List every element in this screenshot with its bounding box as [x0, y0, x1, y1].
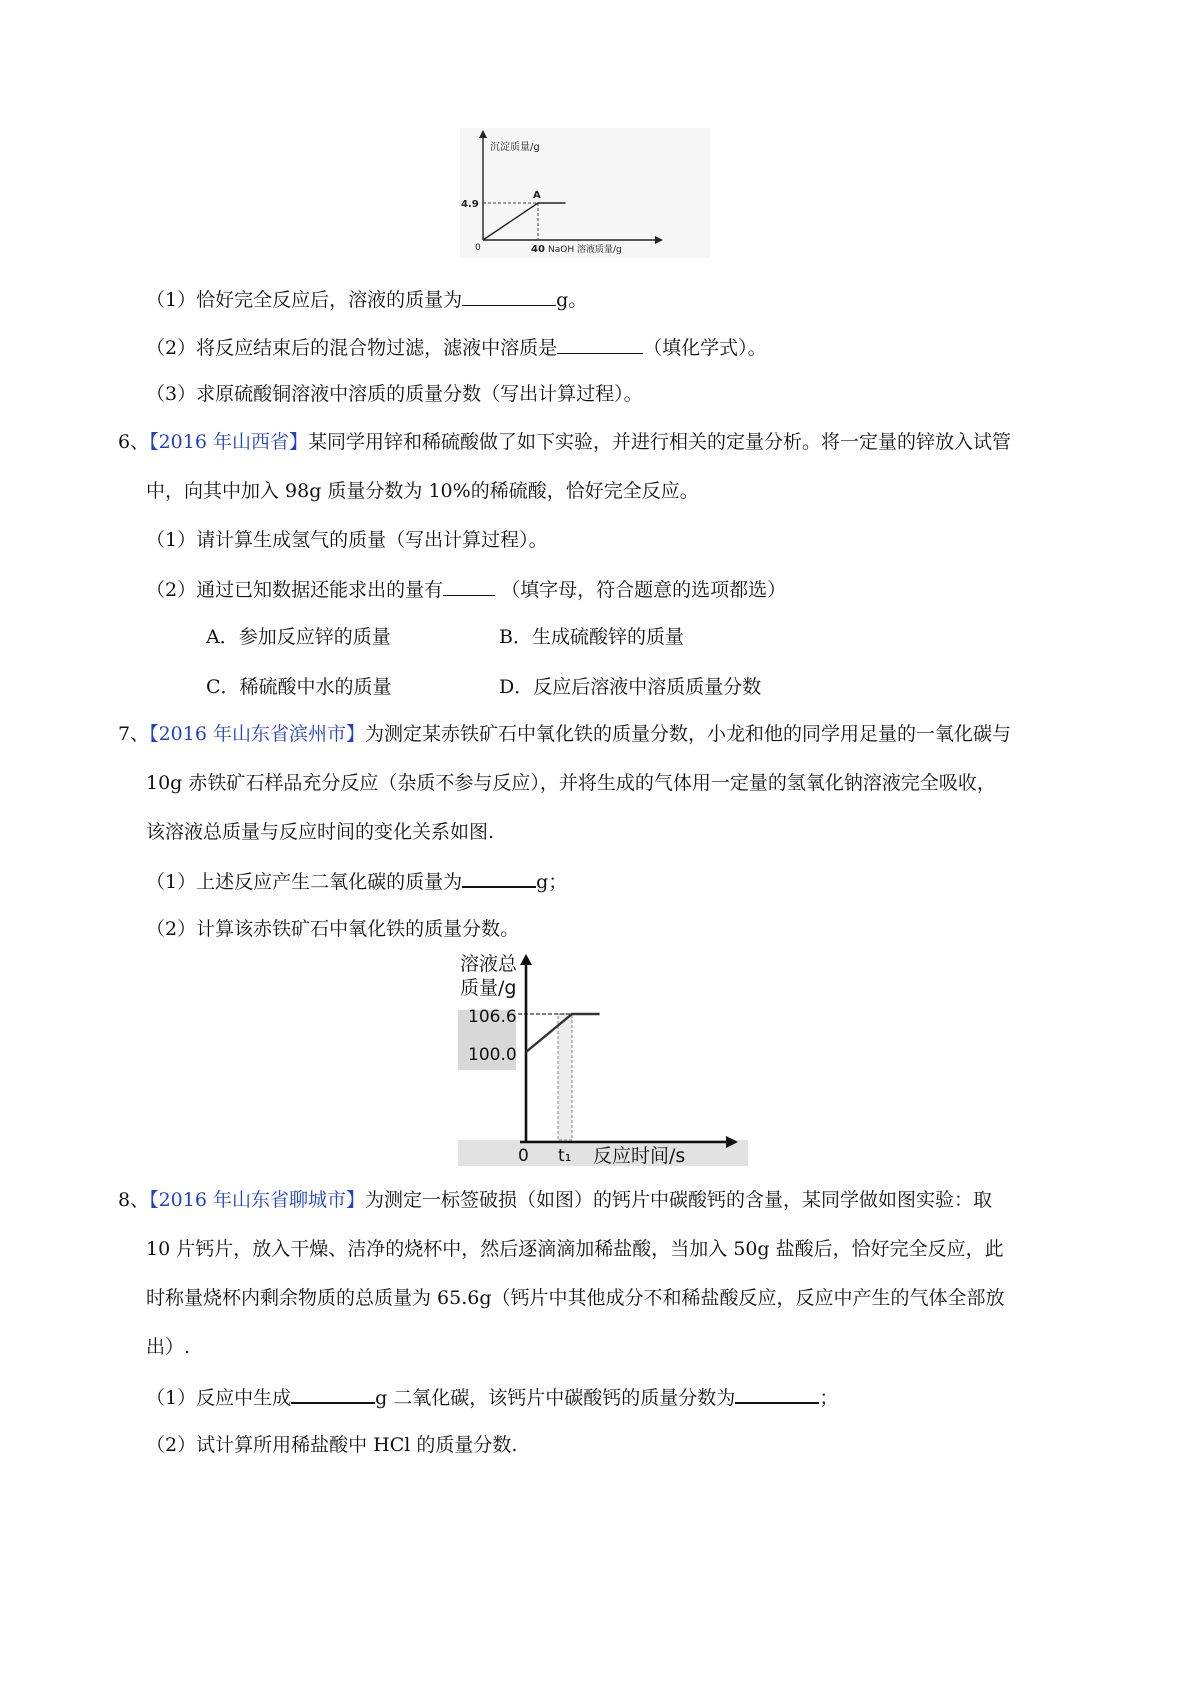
y-axis-label-line2: 质量/g — [460, 977, 517, 999]
answer-blank — [291, 1384, 375, 1404]
question-source: 【2016 年山西省】 — [149, 431, 308, 453]
q6-stem-line1 — [118, 430, 1011, 454]
q5-part3: （3）求原硫酸铜溶液中溶质的质量分数（写出计算过程）。 — [146, 383, 643, 405]
y-axis-label-line1: 溶液总 — [460, 953, 518, 975]
q6-option-d: D．反应后溶液中溶质质量分数 — [499, 676, 762, 698]
q5-part2-text: （2）将反应结束后的混合物过滤，滤液中溶质是 — [146, 337, 558, 359]
precipitate-mass-chart — [460, 128, 710, 258]
q6-part1: （1）请计算生成氢气的质量（写出计算过程）。 — [146, 529, 548, 551]
t1-guide-band — [558, 1014, 572, 1140]
q6-text: 某同学用锌和稀硫酸做了如下实验，并进行相关的定量分析。将一定量的锌放入试管 — [308, 431, 1012, 453]
q5-part1 — [146, 287, 587, 312]
answer-blank — [443, 577, 495, 596]
question-number: 6、 — [118, 431, 150, 453]
origin-label: 0 — [518, 1146, 529, 1166]
q6-part2-text: （2）通过已知数据还能求出的量有 — [146, 579, 444, 601]
q6-stem-line2: 中，向其中加入 98g 质量分数为 10%的稀硫酸，恰好完全反应。 — [146, 480, 699, 502]
q8-part1-text-mid: g 二氧化碳，该钙片中碳酸钙的质量分数为 — [375, 1387, 736, 1409]
q5-part1-text: （1）恰好完全反应后，溶液的质量为 — [146, 289, 463, 311]
q5-part2-note: （填化学式）。 — [643, 337, 767, 359]
answer-blank — [557, 335, 643, 354]
q6-option-c: C．稀硫酸中水的质量 — [206, 676, 392, 698]
y-tick-label-upper: 106.6 — [468, 1007, 517, 1027]
x-axis-label: 反应时间/s — [593, 1145, 686, 1167]
answer-blank — [462, 287, 556, 306]
answer-blank — [462, 868, 536, 888]
q8-stem-line4: 出）. — [146, 1336, 191, 1358]
q8-part1-text: （1）反应中生成 — [146, 1387, 292, 1409]
q7-stem-line2: 10g 赤铁矿石样品充分反应（杂质不参与反应），并将生成的气体用一定量的氢氧化钠溶液完全吸收， — [146, 772, 996, 794]
q8-stem-line3: 时称量烧杯内剩余物质的总质量为 65.6g（钙片中其他成分不和稀盐酸反应，反应中产生的气体全部放 — [146, 1287, 1005, 1309]
q7-part1-text: （1）上述反应产生二氧化碳的质量为 — [146, 871, 463, 893]
q7-stem-line1 — [118, 722, 1011, 746]
question-number: 8、 — [118, 1189, 150, 1211]
q7-part2: （2）计算该赤铁矿石中氧化铁的质量分数。 — [146, 918, 520, 940]
y-tick-label: 4.9 — [461, 199, 479, 210]
y-tick-label-lower: 100.0 — [468, 1045, 517, 1065]
q7-part1-unit: g； — [536, 871, 568, 893]
q7-part1 — [146, 868, 567, 894]
point-a-label: A — [533, 190, 541, 201]
question-source: 【2016 年山东省滨州市】 — [149, 723, 365, 745]
q6-part2 — [146, 577, 786, 602]
question-number: 7、 — [118, 723, 150, 745]
q8-text: 为测定一标签破损（如图）的钙片中碳酸钙的含量，某同学做如图实验：取 — [365, 1189, 993, 1211]
question-source: 【2016 年山东省聊城市】 — [149, 1189, 365, 1211]
q8-stem-line1 — [118, 1188, 992, 1212]
q5-part1-unit: g。 — [556, 289, 588, 311]
q8-stem-line2: 10 片钙片，放入干燥、洁净的烧杯中，然后逐滴滴加稀盐酸，当加入 50g 盐酸后，恰好完全反应，此 — [146, 1238, 1004, 1260]
answer-blank — [735, 1384, 819, 1404]
q8-part1-end: ； — [819, 1387, 839, 1409]
q5-part2 — [146, 335, 767, 360]
q8-part1 — [146, 1384, 838, 1410]
solution-mass-chart — [458, 950, 748, 1170]
x-tick-label: t₁ — [558, 1146, 572, 1166]
x-tick-label: 40 — [531, 244, 545, 255]
q6-option-b: B．生成硫酸锌的质量 — [499, 626, 684, 648]
x-axis-label: NaOH 溶液质量/g — [548, 245, 622, 255]
q6-part2-note: （填字母，符合题意的选项都选） — [495, 579, 787, 601]
q6-option-a: A．参加反应锌的质量 — [206, 626, 391, 648]
origin-label: 0 — [475, 243, 481, 253]
q7-stem-line3: 该溶液总质量与反应时间的变化关系如图. — [146, 821, 495, 843]
q7-text: 为测定某赤铁矿石中氧化铁的质量分数，小龙和他的同学用足量的一氧化碳与 — [365, 723, 1012, 745]
y-axis-label: 沉淀质量/g — [490, 142, 540, 153]
q8-part2: （2）试计算所用稀盐酸中 HCl 的质量分数. — [146, 1434, 518, 1456]
